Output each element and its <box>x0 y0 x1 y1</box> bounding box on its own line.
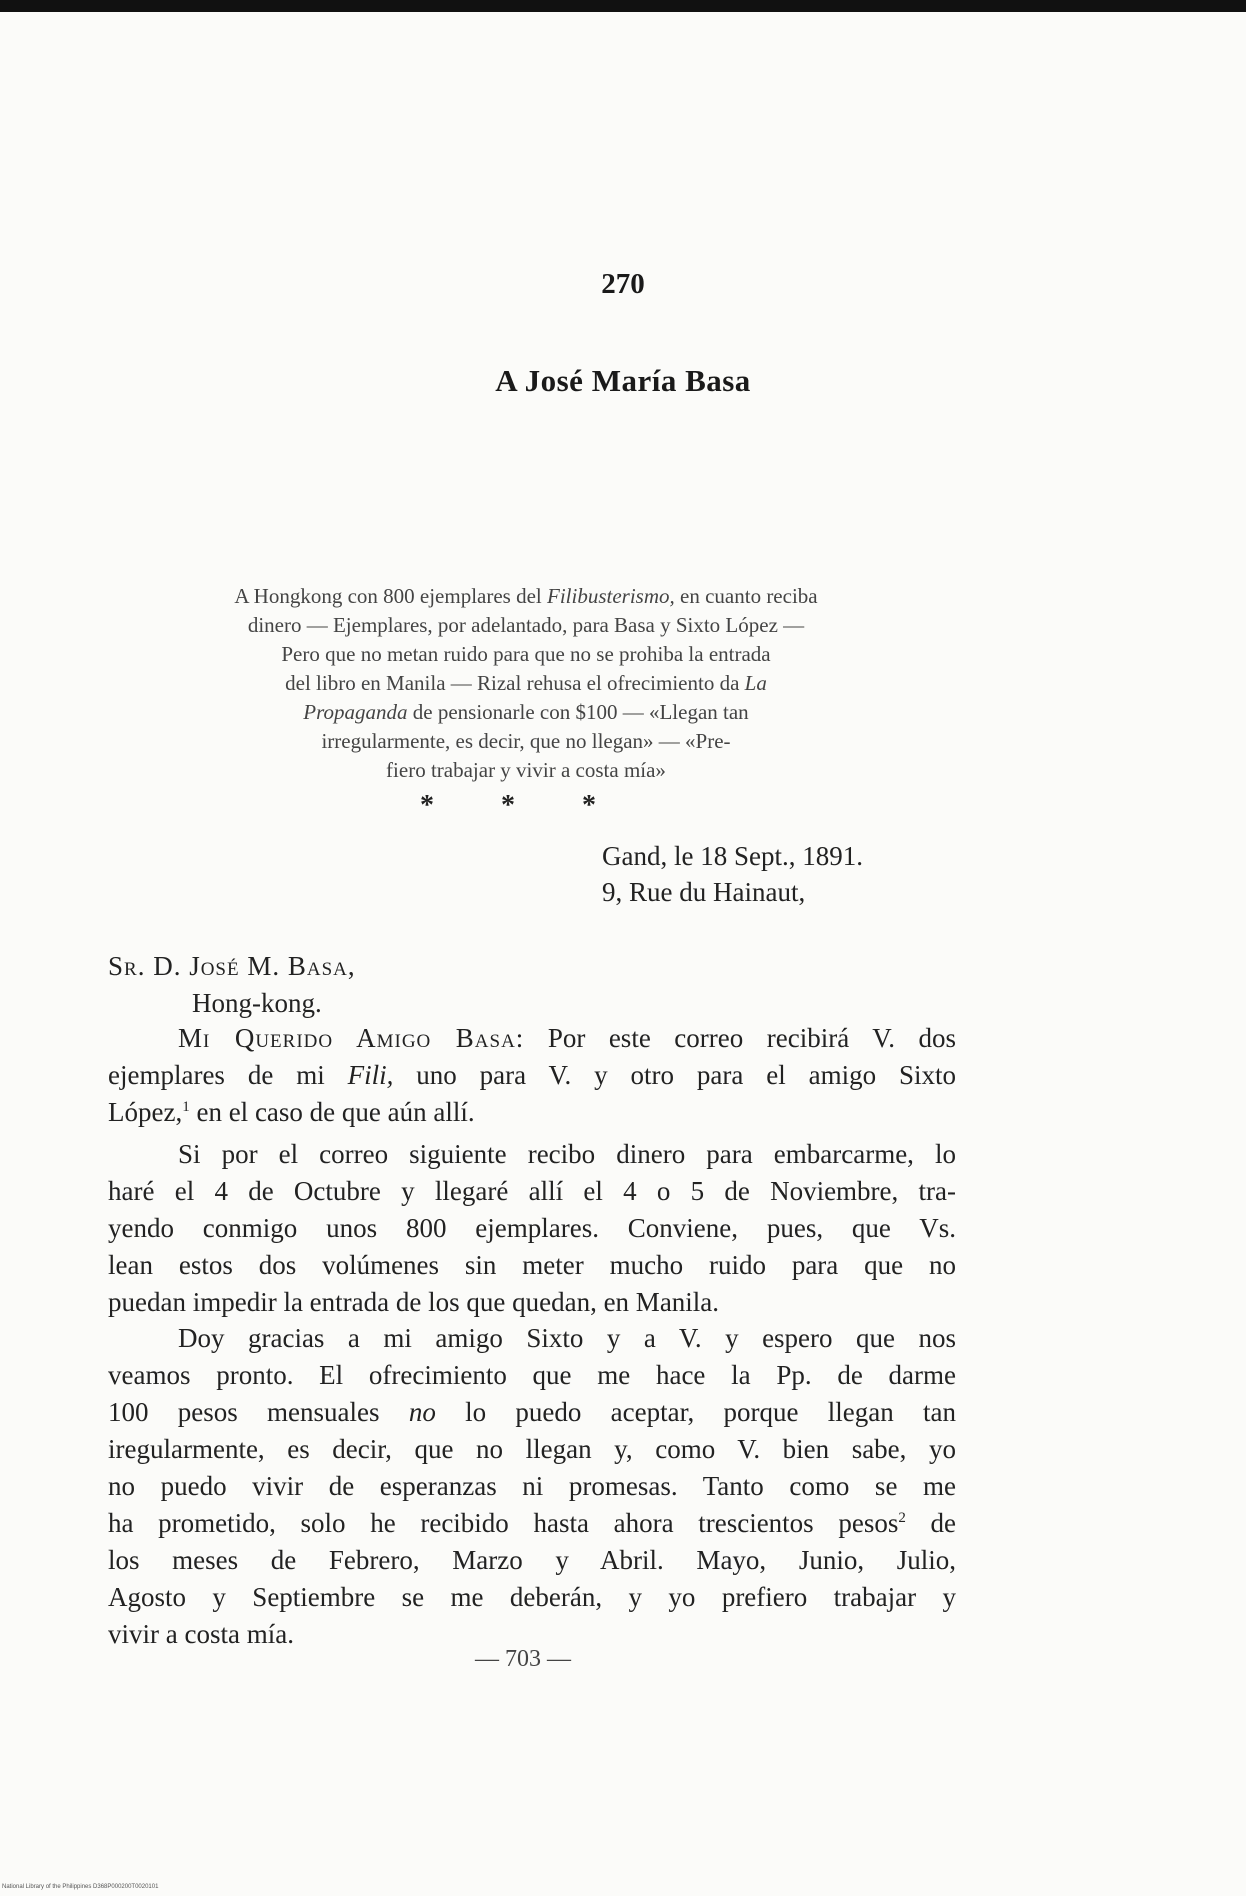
letter-date: Gand, le 18 Sept., 1891. <box>602 841 863 871</box>
paragraph-line: haré el 4 de Octubre y llegaré allí el 4 o 5 de Noviembre, tra- <box>108 1176 956 1206</box>
document-number: 270 <box>601 268 645 300</box>
paragraph-line: yendo conmigo unos 800 ejemplares. Conviene, pues, que Vs. <box>108 1213 956 1243</box>
letter-summary <box>105 582 947 785</box>
summary-line: Pero que no metan ruido para que no se prohiba la entrada <box>281 642 771 666</box>
paragraph-line: veamos pronto. El ofrecimiento que me hace la Pp. de darme <box>108 1360 956 1390</box>
paragraph-line: 100 pesos mensuales no lo puedo aceptar, porque llegan tan <box>108 1397 957 1427</box>
paragraph-line: lean estos dos volúmenes sin meter mucho ruido para que no <box>108 1250 956 1280</box>
section-separator: * * * <box>420 790 626 821</box>
sender-address: 9, Rue du Hainaut, <box>602 877 806 907</box>
summary-line: irregularmente, es decir, que no llegan» — «Pre- <box>321 729 731 753</box>
addressee-city: Hong-kong. <box>192 988 322 1018</box>
paragraph-line: Mi Querido Amigo Basa: Por este correo recibirá V. dos <box>178 1023 956 1053</box>
paragraph-line: vivir a costa mía. <box>108 1619 294 1649</box>
paragraph-line: puedan impedir la entrada de los que quedan, en Manila. <box>108 1287 720 1317</box>
paragraph-line: ejemplares de mi Fili, uno para V. y otro para el amigo Sixto <box>108 1060 956 1090</box>
addressee-name: Sr. D. José M. Basa, <box>108 951 356 981</box>
summary-line: dinero — Ejemplares, por adelantado, para Basa y Sixto López — <box>247 613 805 637</box>
paragraph-line: Agosto y Septiembre se me deberán, y yo prefiero trabajar y <box>108 1582 956 1612</box>
scan-credit: National Library of the Philippines D368P000200T0020101 <box>2 1884 159 1890</box>
summary-line: A Hongkong con 800 ejemplares del Filibusterismo, en cuanto reciba <box>234 584 818 608</box>
paragraph-line: ha prometido, solo he recibido hasta ahora trescientos pesos$^2$ de <box>108 1508 956 1538</box>
paragraph-line: los meses de Febrero, Marzo y Abril. Mayo, Junio, Julio, <box>108 1545 956 1575</box>
paragraph-line: no puedo vivir de esperanzas ni promesas. Tanto como se me <box>108 1471 956 1501</box>
summary-line: fiero trabajar y vivir a costa mía» <box>386 758 666 782</box>
letter-paragraph-2 <box>108 1136 956 1321</box>
dateline <box>602 838 863 910</box>
salutation: Mi Querido Amigo Basa: <box>178 1023 525 1053</box>
summary-line: Propaganda de pensionarle con $100 — «Llegan tan <box>303 700 749 724</box>
letter-paragraph-3 <box>108 1320 956 1653</box>
footnote-mark: 2 <box>898 1510 906 1526</box>
paragraph-line: iregularmente, es decir, que no llegan y, como V. bien sabe, yo <box>108 1434 956 1464</box>
addressee <box>108 948 356 1022</box>
page-folio: — 703 — <box>475 1646 571 1672</box>
letter-title: A José María Basa <box>495 363 751 398</box>
paragraph-line: Si por el correo siguiente recibo dinero para embarcarme, lo <box>178 1139 956 1169</box>
scan-border-top <box>0 0 1246 12</box>
paragraph-line: Doy gracias a mi amigo Sixto y a V. y espero que nos <box>178 1323 956 1353</box>
summary-line: del libro en Manila — Rizal rehusa el ofrecimiento da La <box>285 671 767 695</box>
letter-paragraph-1 <box>108 1020 956 1131</box>
footnote-mark: 1 <box>182 1099 190 1115</box>
paragraph-line: López,$^1$ en el caso de que aún allí. <box>108 1097 475 1127</box>
